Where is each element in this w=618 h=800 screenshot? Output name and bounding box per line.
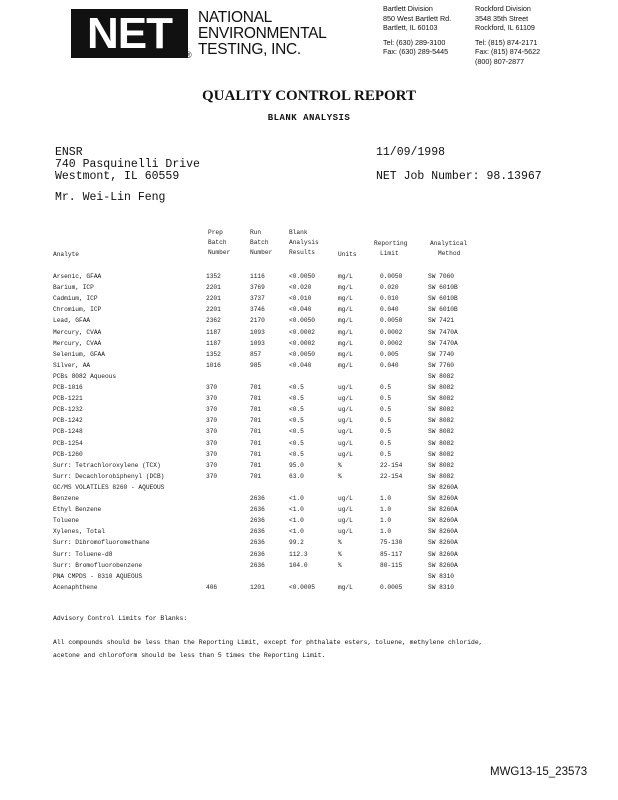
table-row: [0, 438, 618, 449]
blank-result-cell: <0.5: [289, 450, 304, 458]
method-cell: SW 7740: [428, 350, 454, 358]
table-row: [0, 271, 618, 282]
blank-result-cell: <0.5: [289, 428, 304, 436]
method-cell: SW 8082: [428, 395, 454, 403]
analyte-cell: Arsenic, GFAA: [53, 273, 102, 280]
blank-result-cell: <0.5: [289, 439, 304, 447]
analyte-cell: Surr: Decachlorobiphenyl (DCB): [53, 472, 165, 480]
method-cell: SW 8082: [428, 372, 454, 380]
analyte-cell: PCB-1260: [53, 450, 83, 458]
run-batch-cell: 1093: [250, 328, 265, 336]
method-cell: SW 8082: [428, 472, 454, 480]
rockford-tel: Tel: (815) 874-2171: [475, 37, 538, 47]
units-cell: mg/L: [338, 295, 353, 303]
run-batch-cell: 2636: [250, 550, 265, 558]
units-cell: mg/L: [338, 317, 353, 325]
blank-result-cell: <0.5: [289, 417, 304, 425]
units-cell: ug/L: [338, 417, 353, 425]
method-cell: SW 6010B: [428, 306, 458, 314]
analyte-cell: Cadmium, ICP: [53, 295, 98, 303]
header-run-batch: [250, 228, 272, 258]
analyte-cell: PCBs 8082 Aqueous: [53, 372, 117, 380]
reporting-limit-cell: 22-154: [380, 472, 403, 480]
table-row: [0, 404, 618, 415]
method-cell: SW 8082: [428, 384, 454, 391]
method-cell: SW 7470A: [428, 328, 458, 336]
prep-batch-cell: 370: [206, 439, 218, 447]
blank-result-cell: <0.040: [289, 361, 312, 369]
header-run-2: Batch: [250, 239, 269, 246]
method-cell: SW 8310: [428, 572, 454, 580]
header-analyte: Analyte: [53, 251, 79, 258]
method-cell: SW 8260A: [428, 495, 458, 502]
table-row: [0, 515, 618, 526]
analyte-cell: Acenaphthene: [53, 583, 98, 591]
reporting-limit-cell: 0.5: [380, 417, 392, 425]
analyte-cell: Toluene: [53, 517, 79, 525]
analyte-cell: Xylenes, Total: [53, 528, 105, 536]
run-batch-cell: 701: [250, 450, 262, 458]
header-prep-2: Batch: [208, 239, 227, 246]
header-rep-1: Reporting: [374, 240, 408, 247]
run-batch-cell: 2170: [250, 317, 265, 325]
prep-batch-cell: 370: [206, 428, 218, 436]
prep-batch-cell: 2362: [206, 317, 221, 325]
blank-result-cell: <0.040: [289, 306, 312, 314]
table-row: [0, 382, 618, 393]
table-row: [0, 282, 618, 293]
analyte-cell: Surr: Bromofluorobenzene: [53, 561, 143, 569]
header-blank-1: Blank: [289, 229, 308, 236]
report-subtitle: BLANK ANALYSIS: [267, 113, 351, 123]
run-batch-cell: 2636: [250, 539, 265, 547]
method-cell: SW 8082: [428, 439, 454, 447]
table-row: [0, 371, 618, 382]
method-cell: SW 8260A: [428, 506, 458, 514]
report-title: QUALITY CONTROL REPORT: [202, 88, 416, 104]
units-cell: ug/L: [338, 395, 353, 403]
bartlett-division: [383, 4, 451, 57]
units-cell: ug/L: [338, 439, 353, 447]
table-row: [0, 315, 618, 326]
reporting-limit-cell: 1.0: [380, 495, 392, 502]
units-cell: ug/L: [338, 495, 353, 502]
prep-batch-cell: 1187: [206, 328, 221, 336]
units-cell: %: [338, 550, 342, 558]
method-cell: SW 8260A: [428, 550, 458, 558]
run-batch-cell: 701: [250, 439, 262, 447]
reporting-limit-cell: 0.0050: [380, 273, 403, 280]
table-row: [0, 415, 618, 426]
units-cell: %: [338, 461, 342, 469]
analyte-cell: Benzene: [53, 495, 79, 502]
blank-result-cell: <1.0: [289, 506, 304, 514]
method-cell: SW 8260A: [428, 539, 458, 547]
table-row: [0, 449, 618, 460]
method-cell: SW 8082: [428, 428, 454, 436]
method-cell: SW 7760: [428, 361, 454, 369]
run-batch-cell: 701: [250, 417, 262, 425]
analyte-cell: Lead, GFAA: [53, 317, 91, 325]
header-blank-2: Analysis: [289, 239, 319, 246]
header-meth-1: Analytical: [430, 240, 468, 247]
run-batch-cell: 701: [250, 472, 262, 480]
analyte-cell: PCB-1254: [53, 439, 83, 447]
units-cell: mg/L: [338, 284, 353, 292]
blank-result-cell: <0.010: [289, 295, 312, 303]
analyte-cell: Mercury, CVAA: [53, 339, 102, 347]
prep-batch-cell: 370: [206, 406, 218, 414]
prep-batch-cell: 370: [206, 395, 218, 403]
reporting-limit-cell: 22-154: [380, 461, 403, 469]
run-batch-cell: 2636: [250, 506, 265, 514]
header-run-3: Number: [250, 249, 273, 256]
analyte-cell: Surr: Toluene-d8: [53, 550, 113, 558]
table-row: [0, 360, 618, 371]
table-row: [0, 537, 618, 548]
units-cell: ug/L: [338, 528, 353, 536]
bartlett-fax: Fax: (630) 289-5445: [383, 47, 449, 56]
analyte-cell: Surr: Tetrachloroxylene (TCX): [53, 461, 161, 469]
header-blank-3: Results: [289, 249, 315, 256]
analyte-cell: PNA CMPDS - 8310 AQUEOUS: [53, 572, 143, 580]
rockford-name: Rockford Division: [475, 4, 531, 13]
client-address: [55, 147, 200, 183]
company-line-2: ENVIRONMENTAL: [198, 25, 327, 42]
job-number: [376, 171, 542, 183]
analyte-cell: PCB-1242: [53, 417, 83, 425]
run-batch-cell: 3737: [250, 295, 265, 303]
method-cell: SW 8082: [428, 406, 454, 414]
units-cell: ug/L: [338, 517, 353, 525]
bartlett-name: Bartlett Division: [383, 4, 433, 13]
reporting-limit-cell: 0.5: [380, 428, 392, 436]
blank-result-cell: <0.0005: [289, 583, 315, 591]
units-cell: %: [338, 539, 342, 547]
analyte-cell: PCB-1221: [53, 395, 83, 403]
units-cell: %: [338, 561, 342, 569]
prep-batch-cell: 370: [206, 417, 218, 425]
prep-batch-cell: 1352: [206, 273, 221, 280]
analyte-cell: PCB-1232: [53, 406, 83, 414]
units-cell: mg/L: [338, 583, 353, 591]
run-batch-cell: 1116: [250, 273, 265, 280]
header-rep-2: Limit: [380, 250, 399, 257]
method-cell: SW 6010B: [428, 295, 458, 303]
header-units: Units: [338, 251, 357, 258]
prep-batch-cell: 370: [206, 461, 218, 469]
run-batch-cell: 857: [250, 350, 262, 358]
method-cell: SW 6010B: [428, 284, 458, 292]
blank-result-cell: 104.0: [289, 561, 308, 569]
analyte-cell: Selenium, GFAA: [53, 350, 105, 358]
advisory-heading: Advisory Control Limits for Blanks:: [53, 615, 188, 622]
table-row: [0, 393, 618, 404]
reporting-limit-cell: 0.5: [380, 406, 392, 414]
report-date: 11/09/1998: [376, 146, 446, 159]
units-cell: mg/L: [338, 306, 353, 314]
prep-batch-cell: 2201: [206, 306, 221, 314]
client-city: Westmont, IL 60559: [55, 170, 180, 183]
blank-result-cell: <0.0050: [289, 317, 315, 325]
table-row: [0, 571, 618, 582]
header-prep-1: Prep: [208, 229, 223, 236]
reporting-limit-cell: 0.0005: [380, 583, 403, 591]
units-cell: ug/L: [338, 506, 353, 514]
blank-result-cell: 99.2: [289, 539, 304, 547]
reporting-limit-cell: 1.0: [380, 528, 392, 536]
prep-batch-cell: 1187: [206, 339, 221, 347]
blank-result-cell: 112.3: [289, 550, 308, 558]
units-cell: ug/L: [338, 450, 353, 458]
reporting-limit-cell: 0.010: [380, 295, 399, 303]
rockford-street: 3548 35th Street: [475, 13, 529, 23]
header-prep-3: Number: [208, 249, 231, 256]
reporting-limit-cell: 0.0002: [380, 339, 403, 347]
rockford-fax: Fax: (815) 874-5622: [475, 47, 541, 56]
blank-result-cell: <0.5: [289, 395, 304, 403]
method-cell: SW 8260A: [428, 517, 458, 525]
blank-result-cell: 95.0: [289, 461, 304, 469]
method-cell: SW 7470A: [428, 339, 458, 347]
advisory-line-1: All compounds should be less than the Reporting Limit, except for phthalate esters, toluene, methylene chloride,: [53, 639, 483, 646]
table-row: [0, 482, 618, 493]
reporting-limit-cell: 0.040: [380, 361, 399, 369]
run-batch-cell: 701: [250, 428, 262, 436]
analyte-cell: PCB-1016: [53, 384, 83, 391]
run-batch-cell: 1201: [250, 583, 265, 591]
bartlett-street: 850 West Bartlett Rd.: [383, 13, 452, 23]
method-cell: SW 7421: [428, 317, 454, 325]
table-row: [0, 338, 618, 349]
reporting-limit-cell: 0.5: [380, 384, 392, 391]
units-cell: ug/L: [338, 384, 353, 391]
blank-result-cell: <0.0002: [289, 328, 315, 336]
blank-result-cell: <1.0: [289, 528, 304, 536]
header-meth-2: Method: [438, 250, 461, 257]
table-row: [0, 304, 618, 315]
reporting-limit-cell: 85-117: [380, 550, 403, 558]
blank-result-cell: <0.0050: [289, 273, 315, 280]
units-cell: %: [338, 472, 342, 480]
company-line-1: NATIONAL: [198, 9, 272, 26]
table-row: [0, 504, 618, 515]
run-batch-cell: 701: [250, 395, 262, 403]
reporting-limit-cell: 0.5: [380, 450, 392, 458]
prep-batch-cell: 370: [206, 384, 218, 391]
bartlett-tel: Tel: (630) 289-3100: [383, 37, 446, 47]
client-street: 740 Pasquinelli Drive: [55, 158, 200, 171]
run-batch-cell: 1093: [250, 339, 265, 347]
table-row: [0, 471, 618, 482]
header-run-1: Run: [250, 229, 262, 236]
blank-result-cell: <0.5: [289, 384, 304, 391]
table-row: [0, 549, 618, 560]
run-batch-cell: 3746: [250, 306, 265, 314]
run-batch-cell: 701: [250, 406, 262, 414]
run-batch-cell: 2636: [250, 495, 265, 502]
analyte-cell: Barium, ICP: [53, 284, 94, 292]
run-batch-cell: 2636: [250, 528, 265, 536]
method-cell: SW 8082: [428, 417, 454, 425]
reporting-limit-cell: 0.020: [380, 284, 399, 292]
header-reporting-limit: [374, 239, 407, 259]
method-cell: SW 8310: [428, 583, 454, 591]
table-row: [0, 293, 618, 304]
net-logo: NET: [71, 9, 188, 58]
method-cell: SW 8082: [428, 450, 454, 458]
reporting-limit-cell: 1.0: [380, 517, 392, 525]
analyte-cell: Surr: Dibromofluoromethane: [53, 539, 150, 547]
company-line-3: TESTING, INC.: [198, 41, 301, 58]
blank-result-cell: <0.5: [289, 406, 304, 414]
units-cell: ug/L: [338, 428, 353, 436]
prep-batch-cell: 1016: [206, 361, 221, 369]
reporting-limit-cell: 0.0002: [380, 328, 403, 336]
run-batch-cell: 2636: [250, 561, 265, 569]
reporting-limit-cell: 0.040: [380, 306, 399, 314]
reporting-limit-cell: 80-115: [380, 561, 403, 569]
units-cell: mg/L: [338, 328, 353, 336]
prep-batch-cell: 406: [206, 583, 218, 591]
client-contact: Mr. Wei-Lin Feng: [55, 191, 166, 204]
reporting-limit-cell: 75-130: [380, 539, 403, 547]
blank-result-cell: <0.020: [289, 284, 312, 292]
prep-batch-cell: 2201: [206, 295, 221, 303]
advisory-line-2: acetone and chloroform should be less than 5 times the Reporting Limit.: [53, 652, 326, 659]
run-batch-cell: 701: [250, 384, 262, 391]
units-cell: mg/L: [338, 350, 353, 358]
method-cell: SW 8260A: [428, 528, 458, 536]
company-name: [198, 10, 326, 58]
header-blank-results: [289, 228, 319, 258]
table-row: [0, 493, 618, 504]
header-analytical-method: [430, 239, 467, 259]
table-row: [0, 327, 618, 338]
prep-batch-cell: 1352: [206, 350, 221, 358]
prep-batch-cell: 370: [206, 472, 218, 480]
method-cell: SW 8082: [428, 461, 454, 469]
units-cell: ug/L: [338, 406, 353, 414]
blank-result-cell: <0.0002: [289, 339, 315, 347]
reporting-limit-cell: 0.5: [380, 439, 392, 447]
analyte-cell: Ethyl Benzene: [53, 506, 102, 514]
blank-result-cell: <1.0: [289, 517, 304, 525]
job-number-label: NET Job Number:: [376, 170, 480, 183]
rockford-city: Rockford, IL 61109: [475, 23, 535, 32]
header-prep-batch: [208, 228, 230, 258]
units-cell: mg/L: [338, 273, 353, 280]
run-batch-cell: 701: [250, 461, 262, 469]
bartlett-city: Bartlett, IL 60103: [383, 23, 438, 32]
reporting-limit-cell: 0.0050: [380, 317, 403, 325]
document-id: MWG13-15_23573: [490, 766, 588, 778]
analyte-cell: Mercury, CVAA: [53, 328, 102, 336]
method-cell: SW 8260A: [428, 561, 458, 569]
prep-batch-cell: 2201: [206, 284, 221, 292]
analyte-cell: Chromium, ICP: [53, 306, 102, 314]
run-batch-cell: 3769: [250, 284, 265, 292]
reporting-limit-cell: 0.5: [380, 395, 392, 403]
units-cell: mg/L: [338, 361, 353, 369]
blank-result-cell: <1.0: [289, 495, 304, 502]
method-cell: SW 7060: [428, 273, 454, 280]
prep-batch-cell: 370: [206, 450, 218, 458]
table-row: [0, 426, 618, 437]
table-row: [0, 526, 618, 537]
rockford-phone: (800) 807-2877: [475, 56, 525, 66]
method-cell: SW 8260A: [428, 483, 458, 491]
table-row: [0, 349, 618, 360]
registered-mark: ®: [185, 50, 192, 60]
table-row: [0, 560, 618, 571]
units-cell: mg/L: [338, 339, 353, 347]
analyte-cell: PCB-1248: [53, 428, 83, 436]
client-name: ENSR: [55, 146, 83, 159]
analyte-cell: GC/MS VOLATILES 8260 - AQUEOUS: [53, 483, 165, 491]
blank-result-cell: <0.0050: [289, 350, 315, 358]
reporting-limit-cell: 1.0: [380, 506, 392, 514]
table-row: [0, 460, 618, 471]
reporting-limit-cell: 0.005: [380, 350, 399, 358]
rockford-division: [475, 4, 540, 66]
job-number-value: 98.13967: [486, 170, 542, 183]
run-batch-cell: 985: [250, 361, 262, 369]
table-row: [0, 582, 618, 593]
analyte-cell: Silver, AA: [53, 361, 91, 369]
blank-result-cell: 63.0: [289, 472, 304, 480]
run-batch-cell: 2636: [250, 517, 265, 525]
